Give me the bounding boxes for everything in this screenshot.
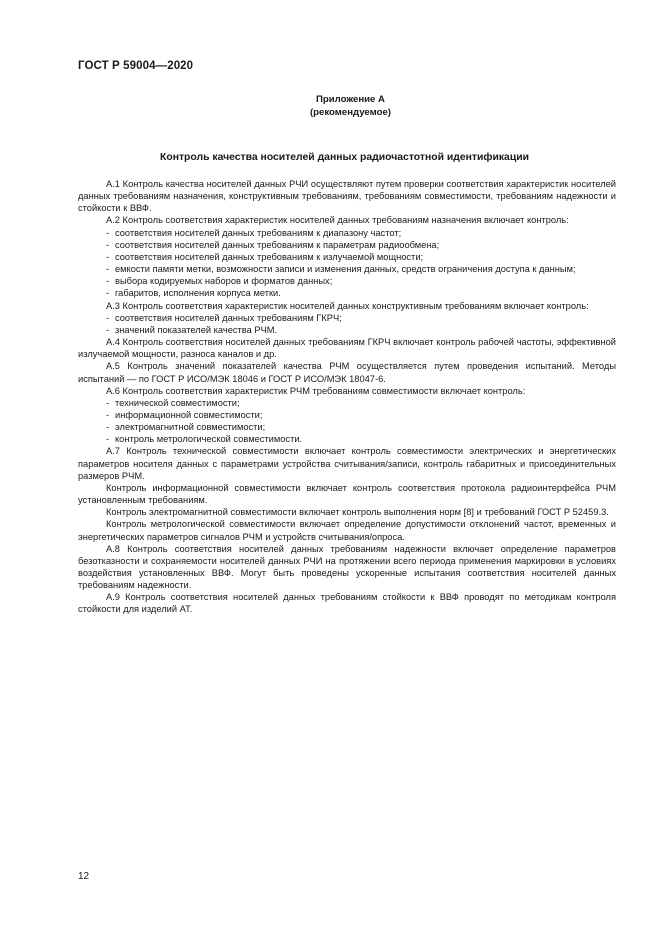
list-dash: - [106, 434, 110, 445]
paragraph: А.8 Контроль соответствия носителей данных требованиям надежности включает определение параметров безотказности и сохраняемости носителей данных РЧИ на протяжении всего периода применения маркировки в условиях воздействия установленных ВВФ. Могут быть проведены ускоренные испытания соответствия носителей данных требованиям надежности. [78, 543, 616, 591]
list-item-text: соответствия носителей данных требованиям к излучаемой мощности; [115, 251, 424, 262]
appendix-subtitle: (рекомендуемое) [309, 107, 391, 118]
list-item [78, 312, 616, 324]
list-dash: - [106, 227, 110, 238]
list-item-text: информационной совместимости; [115, 409, 263, 420]
list-item-text: технической совместимости; [115, 397, 240, 408]
list-item-text: выбора кодируемых наборов и форматов данных; [115, 276, 333, 287]
list-item [78, 433, 616, 445]
paragraph: Контроль электромагнитной совместимости включает контроль выполнения норм [8] и требований ГОСТ Р 52459.3. [106, 507, 609, 518]
list-item [78, 421, 616, 433]
list-item-text: соответствия носителей данных требованиям к параметрам радиообмена; [115, 239, 440, 250]
list-item-text: габаритов, исполнения корпуса метки. [115, 288, 281, 299]
paragraph: А.7 Контроль технической совместимости включает контроль совместимости электрических и энергетических параметров носителя данных с параметрами устройства считывания/записи, контроль габаритных и присоединительных размеров РЧМ. [78, 446, 616, 481]
list-dash: - [106, 324, 110, 335]
list-dash: - [106, 264, 110, 275]
paragraph: А.4 Контроль соответствия носителей данных требованиям ГКРЧ включает контроль рабочей частоты, эффективной излучаемой мощности, разноса каналов и др. [78, 337, 616, 360]
paragraph: Контроль информационной совместимости включает контроль соответствия протокола радиоинтерфейса РЧМ установленным требованиям. [78, 482, 616, 506]
page-number: 12 [78, 871, 90, 882]
list-item [78, 287, 616, 299]
list-dash: - [106, 397, 110, 408]
paragraph: А.9 Контроль соответствия носителей данных требованиям стойкости к ВВФ проводят по методикам контроля стойкости для изделий АТ. [78, 592, 616, 615]
list-item [78, 263, 616, 275]
paragraph: А.6 Контроль соответствия характеристик РЧМ требованиям совместимости включает контроль: [106, 385, 526, 396]
list-dash: - [106, 409, 110, 420]
list-dash: - [106, 251, 110, 262]
list-dash: - [106, 276, 110, 287]
list-item-text: соответствия носителей данных требованиям к диапазону частот; [115, 227, 402, 238]
body-text [78, 178, 616, 616]
list-dash: - [106, 422, 110, 433]
list-item-text: значений показателей качества РЧМ. [115, 324, 278, 335]
list-item [78, 397, 616, 409]
list-item [78, 227, 616, 239]
section-title: Контроль качества носителей данных радиочастотной идентификации [160, 152, 529, 163]
paragraph: А.3 Контроль соответствия характеристик носителей данных конструктивным требованиям включает контроль: [106, 300, 589, 311]
list-item-text: соответствия носителей данных требованиям ГКРЧ; [115, 312, 342, 323]
appendix-title: Приложение А [316, 94, 385, 105]
list-dash: - [106, 239, 110, 250]
list-item [78, 251, 616, 263]
paragraph: А.2 Контроль соответствия характеристик носителей данных требованиям назначения включает контроль: [106, 215, 569, 226]
list-item [78, 275, 616, 287]
list-item [78, 324, 616, 336]
list-item-text: емкости памяти метки, возможности записи и изменения данных, средств ограничения доступа к данным; [115, 264, 576, 275]
document-code: ГОСТ Р 59004—2020 [78, 60, 194, 72]
list-dash: - [106, 288, 110, 299]
paragraph: Контроль метрологической совместимости включает определение допустимости отклонений частот, временных и энергетических параметров сигналов РЧМ и устройств считывания/опроса. [78, 519, 616, 542]
list-item-text: электромагнитной совместимости; [115, 422, 266, 433]
list-item-text: контроль метрологической совместимости. [115, 434, 303, 445]
list-dash: - [106, 312, 110, 323]
paragraph: А.5 Контроль значений показателей качества РЧМ осуществляется путем проведения испытаний. Методы испытаний — по ГОСТ Р ИСО/МЭК 18046 и ГОСТ Р ИСО/МЭК 18047-6. [78, 361, 616, 384]
list-item [78, 239, 616, 251]
paragraph: А.1 Контроль качества носителей данных РЧИ осуществляют путем проверки соответствия характеристик носителей данных требованиям назначения, конструктивным требованиям, требованиям совместимости, требованиям надежности и стойкости к ВВФ. [78, 179, 616, 214]
list-item [78, 409, 616, 421]
appendix-heading [0, 93, 661, 119]
